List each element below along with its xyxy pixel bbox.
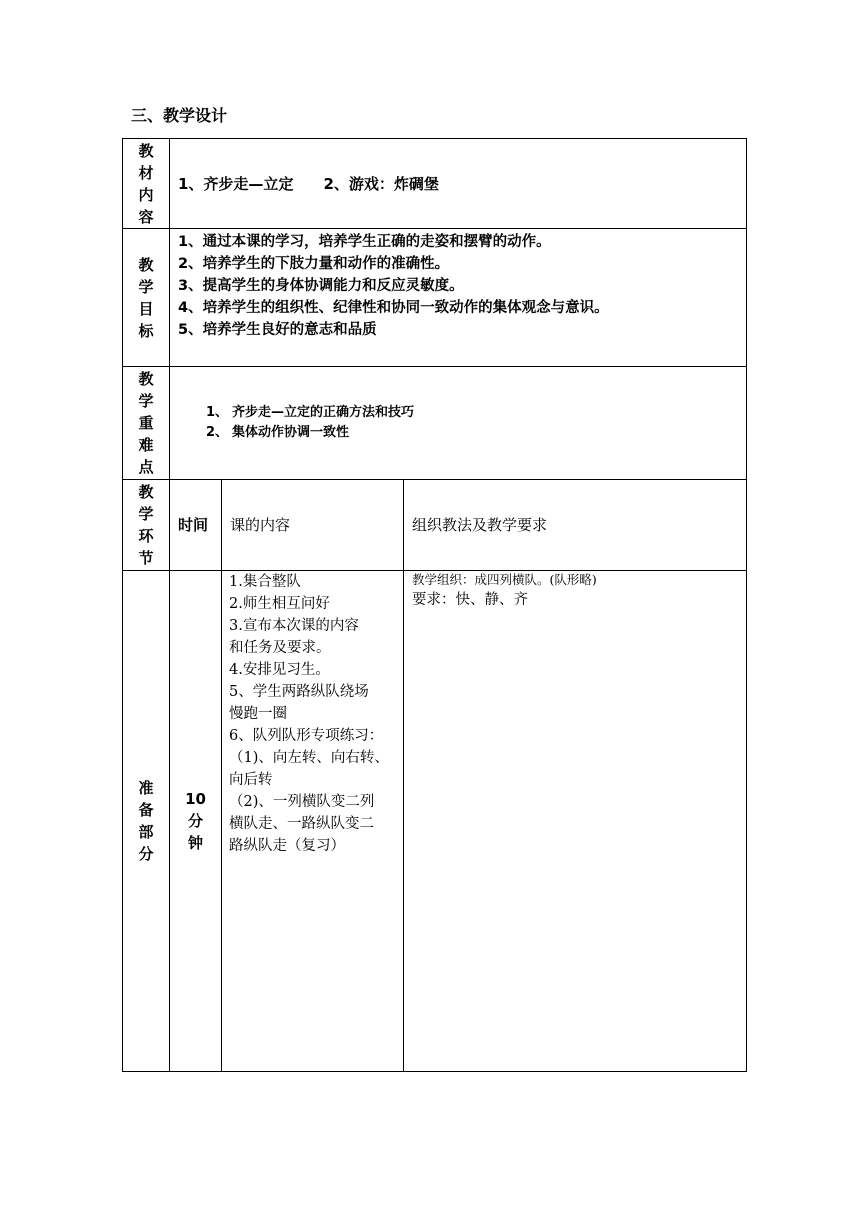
lesson-plan-table: [122, 138, 747, 1072]
lesson-line: 1.集合整队: [229, 574, 301, 590]
key-points-label: 教 学 重 难 点: [123, 367, 170, 480]
goal-item: 1、通过本课的学习，培养学生正确的走姿和摆臂的动作。: [178, 234, 551, 250]
prep-time: 10 分 钟: [170, 571, 222, 1072]
content-label: 教 材 内 容: [123, 139, 170, 229]
lesson-line: 路纵队走（复习）: [229, 838, 345, 854]
time-header: 时间: [170, 480, 222, 571]
requirement-text: 要求：快、静、齐: [412, 592, 528, 608]
content-text: 1、齐步走—立定 2、游戏：炸碉堡: [170, 139, 747, 229]
lesson-line: 6、队列队形专项练习：: [229, 728, 384, 744]
lesson-line: 5、学生两路纵队绕场: [229, 684, 369, 700]
prep-row: [123, 571, 747, 1072]
goal-item: 3、提高学生的身体协调能力和反应灵敏度。: [178, 278, 464, 294]
prep-lesson-content: [222, 571, 404, 1072]
goals-row: [123, 229, 747, 367]
lesson-line: 向后转: [229, 772, 273, 788]
lesson-line: 3.宣布本次课的内容: [229, 618, 359, 634]
key-point-item: 1、 齐步走—立定的正确方法和技巧: [206, 405, 415, 420]
lesson-line: 2.师生相互问好: [229, 596, 330, 612]
organization-header: 组织教法及教学要求: [404, 480, 747, 571]
content-row: [123, 139, 747, 229]
lesson-line: （1)、向左转、向右转、: [229, 750, 389, 766]
key-points-row: [123, 367, 747, 480]
goal-item: 5、培养学生良好的意志和品质: [178, 322, 377, 338]
prep-organization: [404, 571, 747, 1072]
lesson-line: 4.安排见习生。: [229, 662, 330, 678]
prep-label: 准 备 部 分: [123, 571, 170, 1072]
section-title: 三、教学设计: [131, 106, 228, 125]
lesson-line: （2)、一列横队变二列: [229, 794, 375, 810]
stage-label: 教 学 环 节: [123, 480, 170, 571]
goals-label: 教 学 目 标: [123, 229, 170, 367]
lesson-line: 慢跑一圈: [229, 706, 287, 722]
goals-list: [170, 229, 747, 367]
lesson-line: 和任务及要求。: [229, 640, 331, 656]
key-point-item: 2、 集体动作协调一致性: [206, 425, 350, 440]
key-points-list: [170, 367, 747, 480]
lesson-content-header: 课的内容: [222, 480, 404, 571]
goal-item: 2、培养学生的下肢力量和动作的准确性。: [178, 256, 450, 272]
lesson-line: 横队走、一路纵队变二: [229, 816, 374, 832]
section-header-row: [123, 480, 747, 571]
goal-item: 4、培养学生的组织性、纪律性和协同一致动作的集体观念与意识。: [178, 300, 609, 316]
organization-text: 教学组织：成四列横队。(队形略): [412, 572, 597, 587]
